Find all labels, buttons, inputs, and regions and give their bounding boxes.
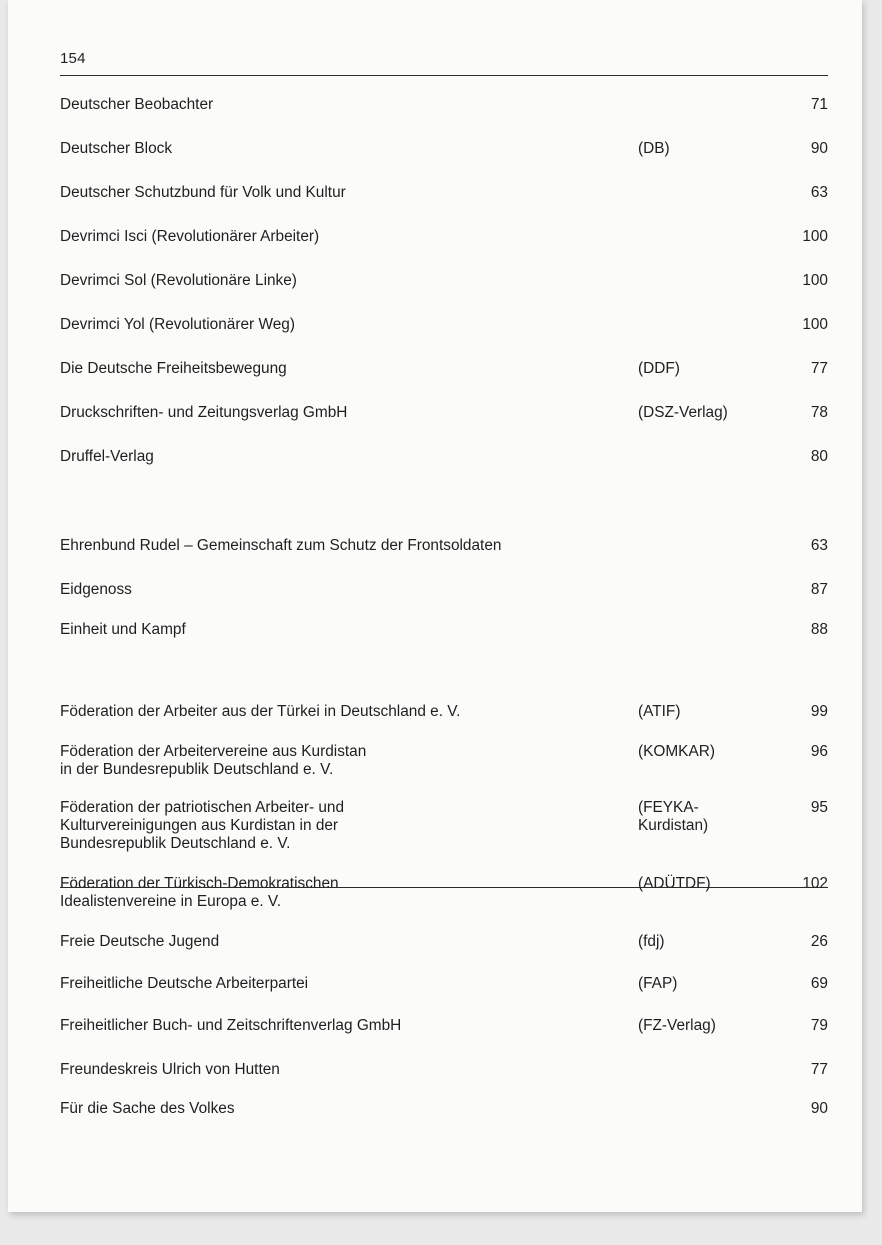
- index-entry: [60, 228, 828, 246]
- entry-name: Freiheitliche Deutsche Arbeiterpartei: [60, 975, 309, 992]
- entry-page: 88: [810, 621, 828, 638]
- entry-page: 90: [810, 140, 828, 157]
- entry-page: 63: [810, 184, 828, 201]
- entry-name: Deutscher Schutzbund für Volk und Kultur: [60, 184, 346, 201]
- index-entry: [60, 743, 828, 779]
- entry-page: 26: [810, 933, 828, 950]
- index-entry: [60, 140, 828, 158]
- index-entry: [60, 703, 828, 721]
- index-entry: [60, 799, 828, 853]
- entry-page: 87: [810, 581, 828, 598]
- entry-name: Freundeskreis Ulrich von Hutten: [60, 1061, 280, 1078]
- entry-page: 95: [810, 799, 828, 816]
- entry-name: Devrimci Sol (Revolutionäre Linke): [60, 272, 297, 289]
- entry-name: Ehrenbund Rudel – Gemeinschaft zum Schutz der Frontsoldaten: [60, 537, 502, 554]
- entry-page: 100: [802, 228, 828, 245]
- entry-page: 100: [802, 316, 828, 333]
- entry-abbreviation: (ADÜTDF): [638, 875, 711, 892]
- entry-page: 99: [810, 703, 828, 720]
- index-entry: [60, 316, 828, 334]
- entry-name: Einheit und Kampf: [60, 621, 186, 638]
- entry-abbreviation: (FEYKA- Kurdistan): [638, 799, 709, 834]
- entry-name: Föderation der patriotischen Arbeiter- und Kulturvereinigungen aus Kurdistan in der Bundesrepublik Deutschland e. V.: [60, 799, 345, 852]
- entry-name: Für die Sache des Volkes: [60, 1100, 235, 1117]
- index-entry: [60, 581, 828, 599]
- index-entry: [60, 1017, 828, 1035]
- entry-abbreviation: (DDF): [638, 360, 680, 377]
- entry-name: Freiheitlicher Buch- und Zeitschriftenverlag GmbH: [60, 1017, 402, 1034]
- entry-page: 100: [802, 272, 828, 289]
- entry-page: 69: [810, 975, 828, 992]
- entry-page: 78: [810, 404, 828, 421]
- index-entry: [60, 404, 828, 422]
- entry-page: 80: [810, 448, 828, 465]
- entry-name: Devrimci Isci (Revolutionärer Arbeiter): [60, 228, 320, 245]
- entry-name: Druckschriften- und Zeitungsverlag GmbH: [60, 404, 348, 421]
- entry-abbreviation: (fdj): [638, 933, 665, 950]
- entry-name: Freie Deutsche Jugend: [60, 933, 220, 950]
- index-list: [60, 80, 828, 1118]
- entry-name: Föderation der Türkisch-Demokratischen Idealistenvereine in Europa e. V.: [60, 875, 339, 910]
- entry-abbreviation: (DSZ-Verlag): [638, 404, 728, 421]
- index-entry: [60, 272, 828, 290]
- entry-name: Eidgenoss: [60, 581, 132, 598]
- entry-page: 79: [810, 1017, 828, 1034]
- entry-page: 96: [810, 743, 828, 760]
- top-rule: [60, 75, 828, 76]
- index-entry: [60, 933, 828, 951]
- index-entry: [60, 975, 828, 993]
- entry-name: Deutscher Block: [60, 140, 173, 157]
- bottom-rule: [60, 887, 828, 888]
- index-entry: [60, 875, 828, 911]
- index-entry: [60, 537, 828, 555]
- entry-page: 77: [810, 360, 828, 377]
- index-entry: [60, 448, 828, 466]
- index-entry: [60, 360, 828, 378]
- entry-abbreviation: (KOMKAR): [638, 743, 715, 760]
- entry-name: Devrimci Yol (Revolutionärer Weg): [60, 316, 295, 333]
- entry-name: Föderation der Arbeitervereine aus Kurdistan in der Bundesrepublik Deutschland e. V.: [60, 743, 367, 778]
- entry-name: Druffel-Verlag: [60, 448, 154, 465]
- entry-name: Die Deutsche Freiheitsbewegung: [60, 360, 287, 377]
- index-entry: [60, 621, 828, 639]
- index-entry: [60, 1100, 828, 1118]
- entry-abbreviation: (FZ-Verlag): [638, 1017, 716, 1034]
- entry-page: 102: [802, 875, 828, 892]
- entry-page: 71: [810, 96, 828, 113]
- entry-name: Deutscher Beobachter: [60, 96, 214, 113]
- entry-abbreviation: (DB): [638, 140, 670, 157]
- entry-page: 63: [810, 537, 828, 554]
- entry-abbreviation: (FAP): [638, 975, 678, 992]
- entry-abbreviation: (ATIF): [638, 703, 681, 720]
- book-page: [8, 0, 862, 1212]
- index-entry: [60, 96, 828, 114]
- page-number: 154: [60, 50, 86, 67]
- index-entry: [60, 1061, 828, 1079]
- index-entry: [60, 184, 828, 202]
- entry-name: Föderation der Arbeiter aus der Türkei in Deutschland e. V.: [60, 703, 461, 720]
- entry-page: 77: [810, 1061, 828, 1078]
- entry-page: 90: [810, 1100, 828, 1117]
